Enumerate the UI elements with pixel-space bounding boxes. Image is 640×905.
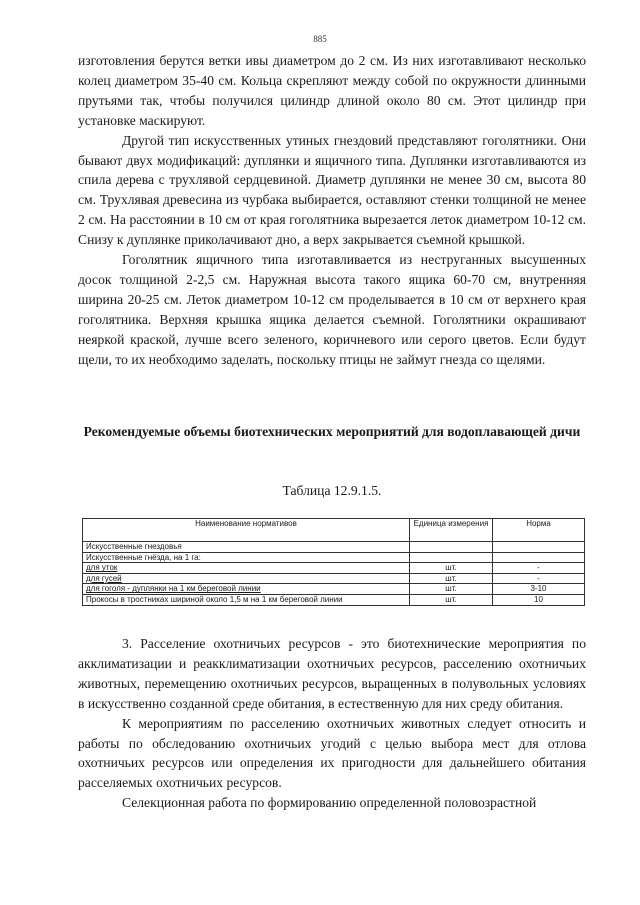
row-norm: - xyxy=(493,573,585,584)
table-header-row xyxy=(83,519,585,542)
row-unit xyxy=(410,542,493,553)
row-name: для гоголя - дуплянки на 1 км береговой линии xyxy=(83,584,410,595)
paragraph: Селекционная работа по формированию определенной половозрастной xyxy=(122,795,537,811)
section-heading: Рекомендуемые объемы биотехнических мероприятий для водоплавающей дичи xyxy=(83,424,581,439)
column-header: Норма xyxy=(493,519,585,542)
row-unit: шт. xyxy=(410,573,493,584)
row-name: Прокосы в тростниках шириной около 1,5 м на 1 км береговой линии xyxy=(83,594,410,605)
row-norm xyxy=(493,552,585,563)
paragraph: изготовления берутся ветки ивы диаметром до 2 см. Из них изготавливают несколько колец диаметром 35-40 см. Кольца скрепляют между собой по окружности длинными прутьями так, чтобы получился цилиндр длиной около 80 см. Этот цилиндр при установке маскируют. xyxy=(78,53,586,128)
table-row xyxy=(83,563,585,574)
row-name: для гусей xyxy=(83,573,410,584)
row-name: Искусственные гнёзда, на 1 га: xyxy=(83,552,410,563)
norms-table xyxy=(82,518,585,606)
paragraph: Другой тип искусственных утиных гнездовий представляют гоголятники. Они бывают двух модификаций: дуплянки и ящичного типа. Дуплянки изготавливаются из спила дерева с трухлявой сердцевиной. Диаметр дуплянки не менее 30 см, высота 80 см. Трухлявая древесина из чурбака выбирается, оставляют стенки толщиной не менее 2 см. На расстоянии в 10 см от края гоголятника вырезается леток диаметром 10-12 см. Снизу к дуплянке приколачивают дно, а верх закрывается съемной крышкой. xyxy=(78,132,586,248)
table-row xyxy=(83,594,585,605)
row-norm: - xyxy=(493,563,585,574)
row-unit: шт. xyxy=(410,584,493,595)
row-unit xyxy=(410,552,493,563)
row-unit: шт. xyxy=(410,563,493,574)
row-norm: 10 xyxy=(493,594,585,605)
row-norm: 3-10 xyxy=(493,584,585,595)
paragraph: К мероприятиям по расселению охотничьих животных следует относить и работы по обследованию охотничьих угодий с целью выбора мест для отлова охотничьих ресурсов или определения их пригодности для дальнейшего обитания расселяемых охотничьих ресурсов. xyxy=(78,715,586,791)
paragraph: 3. Расселение охотничьих ресурсов - это биотехнические мероприятия по акклиматизации и реакклиматизации охотничьих ресурсов, расселению охотничьих животных, перемещению охотничьих ресурсов, выращенных в полувольных условиях в искусственно созданной среде обитания, в естественную для них среду обитания. xyxy=(78,636,586,711)
table-row xyxy=(83,584,585,595)
paragraph: Гоголятник ящичного типа изготавливается из неструганных высушенных досок толщиной 2-2,5 см. Наружная высота такого ящика 60-70 см, внутренняя ширина 20-25 см. Леток диаметром 10-12 см проделывается в 10 см от верхнего края гоголятника. Верхняя крышка ящика делается съемной. Гоголятники окрашивают неяркой краской, лучше всего зеленого, коричневого или серого цветов. Если будут щели, то их необходимо заделать, поскольку птицы не займут гнезда со щелями. xyxy=(78,252,586,367)
column-header: Единица измерения xyxy=(410,519,493,542)
column-header: Наименование нормативов xyxy=(83,519,410,542)
table-row xyxy=(83,552,585,563)
table-row xyxy=(83,573,585,584)
row-norm xyxy=(493,542,585,553)
bottom-text-block xyxy=(78,634,586,813)
row-unit: шт. xyxy=(410,594,493,605)
row-name: для уток xyxy=(83,563,410,574)
row-name: Искусственные гнездовья xyxy=(83,542,410,553)
table-caption: Таблица 12.9.1.5. xyxy=(282,483,382,498)
table-row xyxy=(83,542,585,553)
page-number: 885 xyxy=(313,34,327,44)
top-text-block xyxy=(78,51,586,370)
